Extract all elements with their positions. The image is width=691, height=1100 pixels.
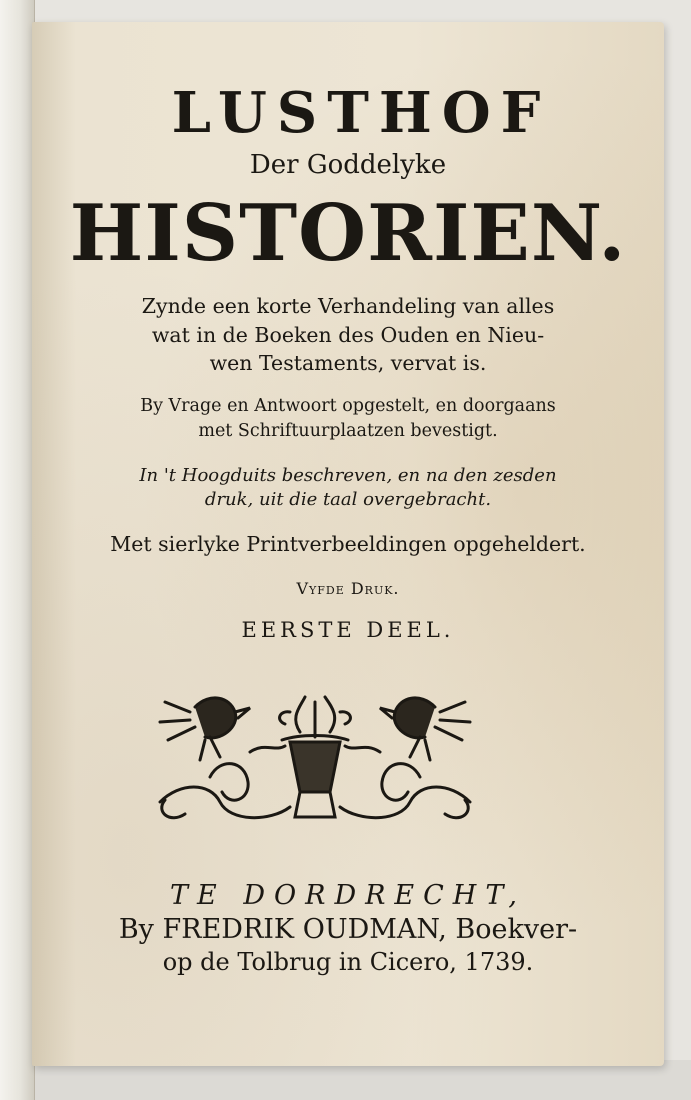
imprint-publisher: By FREDRIK OUDMAN, Boekver-	[118, 914, 578, 945]
subtitle-line-2: wat in de Boeken des Ouden en Nieu-	[151, 323, 545, 347]
illustrations-line: Met sierlyke Printverbeeldingen opgeheldert.	[110, 532, 586, 556]
background-surface	[0, 1060, 691, 1100]
translation-line-2: druk, uit die taal overgebracht.	[204, 489, 492, 510]
title-lusthof: LUSTHOF	[171, 80, 551, 146]
imprint-place: TE DORDRECHT,	[170, 880, 526, 911]
book-spine-edge	[0, 0, 35, 1100]
subtitle-line-3: wen Testaments, vervat is.	[209, 351, 487, 375]
printers-ornament-icon	[150, 682, 480, 832]
title-page	[32, 22, 664, 1066]
title-historien: HISTORIEN.	[69, 188, 627, 279]
translation-line-1: In 't Hoogduits beschreven, en na den zesden	[139, 465, 557, 486]
edition-line: Vyfde Druk.	[296, 579, 400, 598]
method-line-1: By Vrage en Antwoort opgestelt, en doorgaans	[140, 396, 556, 416]
title-der-goddelyke: Der Goddelyke	[249, 150, 447, 180]
volume-line: EERSTE DEEL.	[241, 618, 455, 642]
imprint-address-year: op de Tolbrug in Cicero, 1739.	[162, 948, 534, 976]
method-line-2: met Schriftuurplaatzen bevestigt.	[198, 421, 498, 441]
subtitle-line-1: Zynde een korte Verhandeling van alles	[141, 294, 555, 318]
